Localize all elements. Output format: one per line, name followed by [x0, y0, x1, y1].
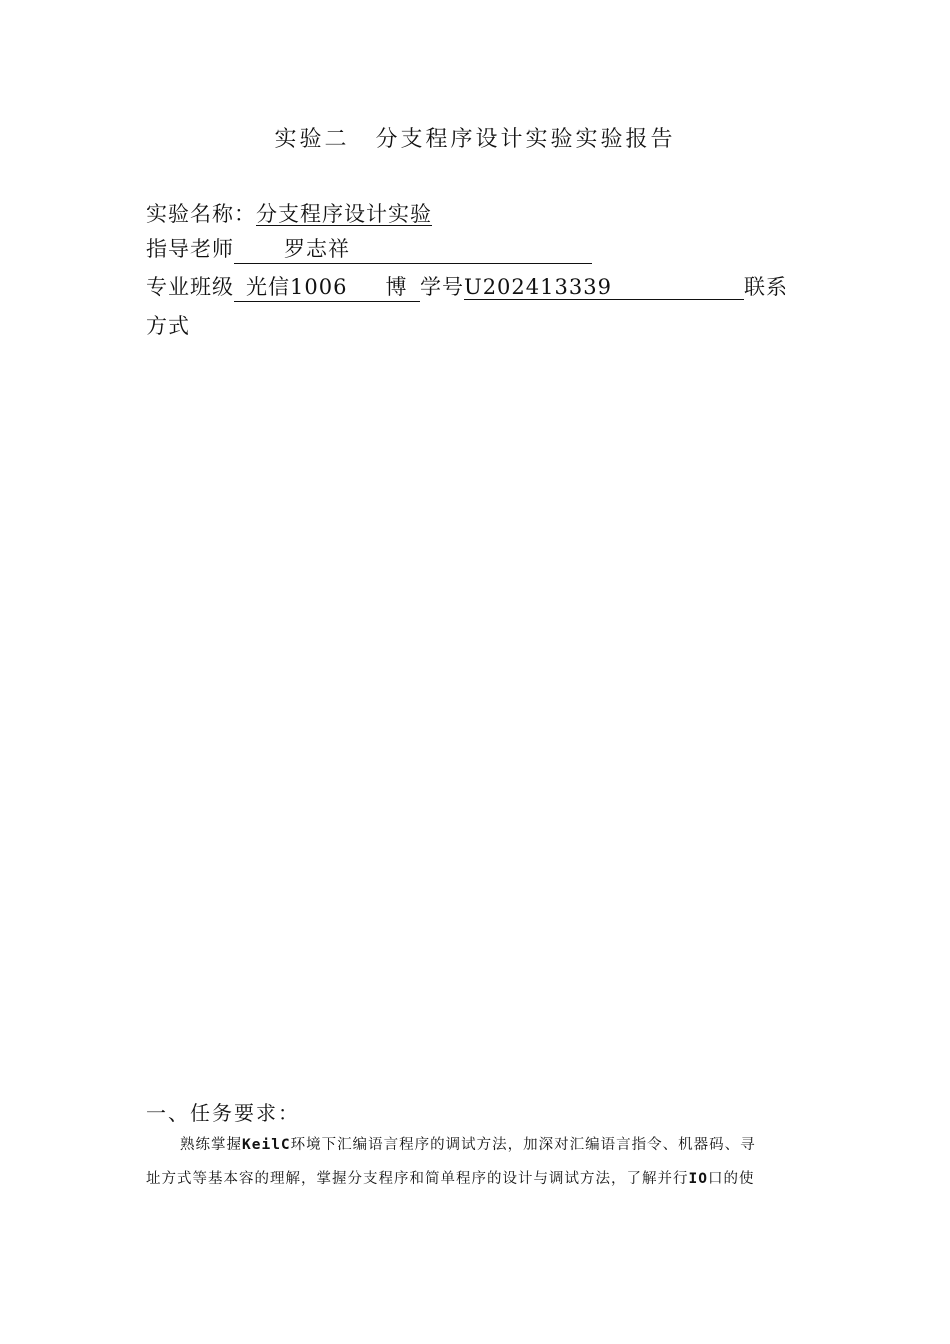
teacher-row: [146, 233, 592, 264]
title-part1: 实验二: [274, 127, 350, 152]
experiment-name-row: [146, 198, 432, 228]
para-line1-c: 环境下汇编语言程序的调试方法，加深对汇编语言指令、机器码、寻: [290, 1137, 756, 1153]
contact-label-a: 联系: [744, 275, 788, 299]
teacher-field: [234, 233, 592, 264]
para-line1-a: 熟练掌握: [180, 1137, 242, 1153]
id-value: U202413339: [464, 275, 612, 299]
para-line2-c: 口的使: [707, 1171, 755, 1187]
report-title: [0, 122, 950, 153]
experiment-name-value: 分支程序设计实验: [256, 202, 432, 226]
para-line2-a: 址方式等基本容的理解，掌握分支程序和简单程序的设计与调试方法，了解并行: [146, 1171, 689, 1187]
contact-row: [146, 310, 190, 340]
class-value: 光信1006: [246, 275, 348, 299]
task-paragraph: [146, 1128, 806, 1196]
para-line2-io: IO: [688, 1171, 708, 1187]
title-part2: 分支程序设计实验实验报告: [375, 127, 676, 152]
class-row: [146, 271, 788, 302]
experiment-name-label: 实验名称：: [146, 202, 256, 226]
teacher-value: 罗志祥: [284, 237, 350, 261]
class-label: 专业班级: [146, 275, 234, 299]
contact-label-b: 方式: [146, 314, 190, 338]
section-heading: 一、任务要求：: [146, 1101, 300, 1125]
id-field: [464, 275, 744, 300]
para-line1-keil: KeilC: [242, 1137, 291, 1153]
class-extra: 博: [385, 275, 408, 299]
class-field: [234, 271, 420, 302]
id-label: 学号: [420, 275, 464, 299]
teacher-label: 指导老师: [146, 237, 234, 261]
